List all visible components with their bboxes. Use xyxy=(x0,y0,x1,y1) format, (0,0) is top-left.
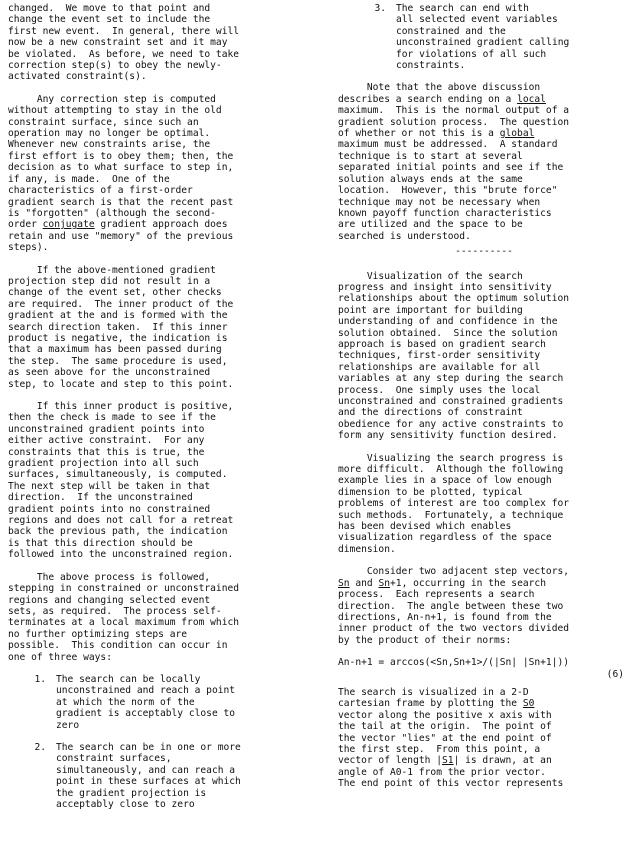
paragraph: Visualization of the search progress and insight into sensitivity relationships about the optimum solution point are important for building understanding of and confidence in the solution obtained. Since the solution approach is based on gradient search techniques, first-order sensitivity relationships are available for all variables at any step during the search process. One simply uses the local unconstrained and constrained gradients and the directions of constraint obedience for any active constraints to form any sensitivity function desired. xyxy=(338,270,570,442)
paragraph: If the above-mentioned gradient projection step did not result in a change of the event set, other checks are required. The inner product of the gradient at the and is formed with the search direction taken. If this inner product is negative, the indication is that a maximum has been passed during the step. The same procedure is used, as seen above for the unconstrained step, to locate and step to this point. xyxy=(8,264,234,390)
paragraph xyxy=(338,566,630,646)
list-item xyxy=(338,3,630,71)
right-column xyxy=(338,3,630,790)
paragraph: Visualizing the search progress is more difficult. Although the following example lies in a space of low enough dimension to be plotted, typical problems of interest are too complex for such methods. Fortunately, a technique has been devised which enables visualization regardless of the space dimension. xyxy=(338,452,570,555)
underlined-term: S0 xyxy=(522,698,535,710)
paragraph: If this inner product is positive, then the check is made to see if the unconstrained gradient points into either active constraint. For any constraints that this is true, the gradient projection into all such surfaces, simultaneously, is computed. The next step will be taken in that direction. If the unconstrained gradient points into no constrained regions and does not call for a retreat back the previous path, the indication is that this direction should be followed into the unconstrained region. xyxy=(8,401,234,561)
text-run: vector along the positive x axis with the tail at the origin. The point of the vector "lies" at the end point of the first step. From this point, a vector of length | xyxy=(338,709,552,767)
list-text: The search can be locally unconstrained and reach a point at which the norm of the gradient is acceptably close to zero xyxy=(56,673,236,731)
text-run: process. Each represents a search direction. The angle between these two directions, An-n+1, is found from the inner product of the two vectors divided by the product of their norms: xyxy=(338,589,570,646)
paragraph xyxy=(8,94,308,254)
text-run: and xyxy=(349,577,379,589)
text-run: The search is visualized in a 2-D cartesian frame by plotting the xyxy=(338,686,529,710)
paragraph: changed. We move to that point and change the event set to include the first new event. In general, there will now be a new constraint set and it may be violated. As before, we need to take correction step(s) to obey the newly- activated constraint(s). xyxy=(8,3,240,83)
underlined-term: conjugate xyxy=(42,219,95,231)
list-number: 3. xyxy=(374,3,386,14)
paragraph xyxy=(338,687,630,790)
list-number: 1. xyxy=(34,673,46,685)
paragraph: The above process is followed, stepping in constrained or unconstrained regions and changing selected event sets, as required. The process self- terminates at a local maximum from which no further optimizing steps are possible. This condition can occur in one of three ways: xyxy=(8,571,240,663)
text-run: Note that the above discussion describes a search ending on a xyxy=(338,82,541,105)
underlined-term: global xyxy=(499,128,535,140)
text-run: | is drawn, at an angle of A0-1 from the prior vector. The end point of this vector represents xyxy=(338,755,564,790)
equation-number: (6) xyxy=(606,668,624,680)
text-run: +1, occurring in the search xyxy=(390,577,546,589)
left-column xyxy=(8,3,308,810)
termination-list xyxy=(8,674,308,810)
underlined-term: Sn xyxy=(378,577,391,589)
list-text: The search can end with all selected event variables constrained and the unconstrained gradient calling for violations of all such constraints. xyxy=(396,3,570,72)
underlined-term: S1 xyxy=(441,755,454,767)
text-run: maximum must be addressed. A standard technique is to start at several separated initial points and see if the solution always ends at the same location. However, this "brute force" technique may not be necessary when known payoff function characteristics are utilized and the space to be searched is understood. xyxy=(338,139,564,242)
paragraph xyxy=(338,82,630,242)
section-divider: ---------- xyxy=(455,246,513,258)
underlined-term: Sn xyxy=(338,577,350,589)
text-run: maximum. This is the normal output of a gradient solution process. The question of whether or not this is a xyxy=(338,105,570,140)
equation: An-n+1 = arccos(<Sn,Sn+1>/(|Sn| |Sn+1|)) xyxy=(338,657,570,669)
underlined-term: local xyxy=(517,93,546,105)
text-run: Any correction step is computed without attempting to stay in the old constraint surface, since such an operation may no longer be optimal. Whenever new constraints arise, the first effort is to obey them; then, the decision as to what surface to step in, if any, is made. One of the characteristics of a first-order gradient search is that the recent past is "forgotten" (although the second- order xyxy=(8,93,234,231)
list-item xyxy=(8,674,308,731)
list-text: The search can be in one or more constraint surfaces, simultaneously, and can reach a point in these surfaces at which the gradient projection is acceptably close to zero xyxy=(56,741,241,810)
list-number: 2. xyxy=(34,741,46,753)
text-run: Consider two adjacent step vectors, xyxy=(338,566,570,578)
text-run: gradient approach does retain and use "memory" of the previous steps). xyxy=(8,219,234,254)
list-item xyxy=(8,742,308,810)
